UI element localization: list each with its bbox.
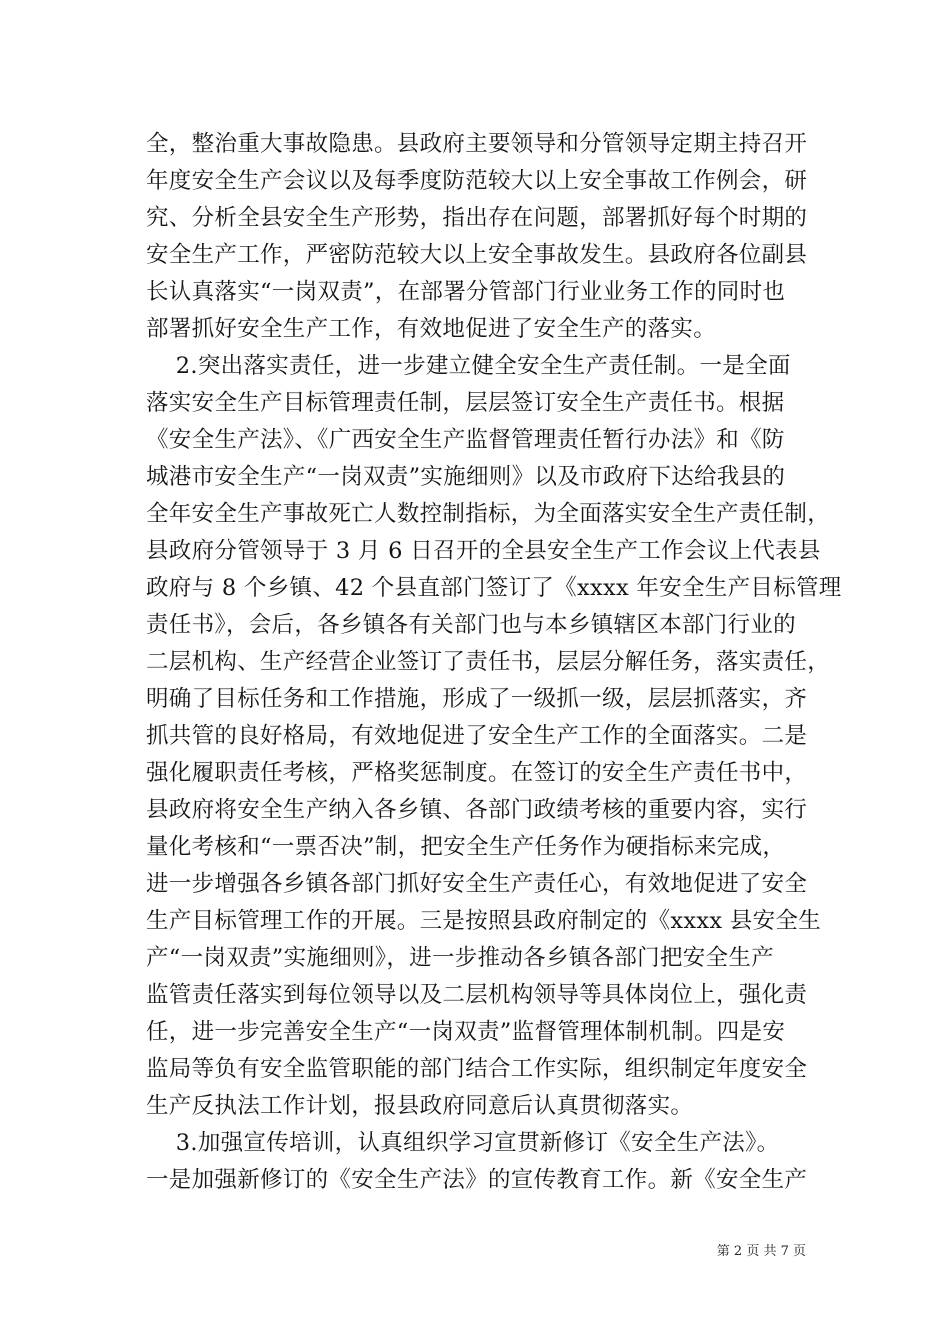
body-text-line: 县政府分管领导于 3 月 6 日召开的全县安全生产工作会议上代表县 [146, 538, 821, 564]
body-text-line: 落实安全生产目标管理责任制，层层签订安全生产责任书。根据 [146, 390, 785, 416]
body-text-line: 生产反执法工作计划，报县政府同意后认真贯彻落实。 [146, 1093, 694, 1119]
body-text-line: 究、分析全县安全生产形势，指出存在问题，部署抓好每个时期的 [146, 205, 808, 231]
body-text-line: 部署抓好安全生产工作，有效地促进了安全生产的落实。 [146, 316, 717, 342]
section-heading-line: 2.突出落实责任，进一步建立健全安全生产责任制。一是全面 [146, 353, 791, 379]
body-text-line: 抓共管的良好格局，有效地促进了安全生产工作的全面落实。二是 [146, 723, 808, 749]
body-text-line: 明确了目标任务和工作措施，形成了一级抓一级，层层抓落实，齐 [146, 686, 808, 712]
body-text-line: 任，进一步完善安全生产“一岗双责”监督管理体制机制。四是安 [146, 1019, 786, 1045]
body-text-line: 责任书》，会后，各乡镇各有关部门也与本乡镇辖区本部门行业的 [146, 612, 796, 638]
page-number-footer: 第 2 页 共 7 页 [716, 1244, 806, 1259]
section-heading-line: 3.加强宣传培训，认真组织学习宣贯新修订《安全生产法》。 [146, 1130, 780, 1156]
body-text-line: 安全生产工作，严密防范较大以上安全事故发生。县政府各位副县 [146, 242, 808, 268]
body-text-line: 量化考核和“一票否决”制，把安全生产任务作为硬指标来完成， [146, 834, 786, 860]
body-text-line: 强化履职责任考核，严格奖惩制度。在签订的安全生产责任书中， [146, 760, 808, 786]
body-text-line: 一是加强新修订的《安全生产法》的宣传教育工作。新《安全生产 [146, 1167, 808, 1193]
body-text-line: 二层机构、生产经营企业签订了责任书，层层分解任务，落实责任， [146, 649, 831, 675]
body-text-line: 长认真落实“一岗双责”，在部署分管部门行业业务工作的同时也 [146, 279, 786, 305]
body-text-line: 年度安全生产会议以及每季度防范较大以上安全事故工作例会，研 [146, 168, 808, 194]
body-text-line: 全，整治重大事故隐患。县政府主要领导和分管领导定期主持召开 [146, 131, 808, 157]
body-text-line: 《安全生产法》、《广西安全生产监督管理责任暂行办法》和《防 [146, 427, 785, 453]
body-text-line: 县政府将安全生产纳入各乡镇、各部门政绩考核的重要内容，实行 [146, 797, 808, 823]
body-text-line: 全年安全生产事故死亡人数控制指标，为全面落实安全生产责任制， [146, 501, 831, 527]
body-text-line: 生产目标管理工作的开展。三是按照县政府制定的《xxxx 县安全生 [146, 908, 822, 934]
body-text-line: 监管责任落实到每位领导以及二层机构领导等具体岗位上，强化责 [146, 982, 808, 1008]
body-text-line: 政府与 8 个乡镇、42 个县直部门签订了《xxxx 年安全生产目标管理 [146, 575, 842, 601]
body-text-line: 进一步增强各乡镇各部门抓好安全生产责任心，有效地促进了安全 [146, 871, 808, 897]
body-text-line: 监局等负有安全监管职能的部门结合工作实际，组织制定年度安全 [146, 1056, 808, 1082]
body-text-line: 城港市安全生产“一岗双责”实施细则》以及市政府下达给我县的 [146, 464, 786, 490]
body-text-line: 产“一岗双责”实施细则》，进一步推动各乡镇各部门把安全生产 [146, 945, 774, 971]
